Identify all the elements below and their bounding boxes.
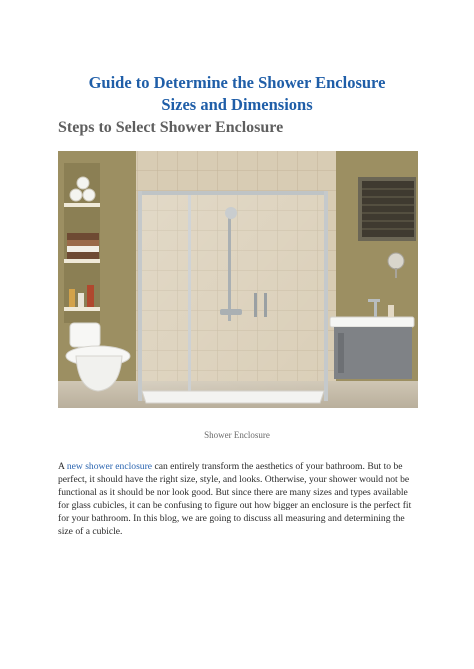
title-line-2: Sizes and Dimensions [161,95,313,114]
shower-enclosure-photo [58,151,418,408]
section-heading: Steps to Select Shower Enclosure [58,119,284,136]
paragraph-prefix: A [58,461,67,472]
intro-paragraph [58,460,420,539]
shower-enclosure-link[interactable]: new shower enclosure [66,461,153,472]
page-title [40,72,434,116]
image-caption: Shower Enclosure [204,430,270,440]
title-line-1: Guide to Determine the Shower Enclosure [88,73,386,92]
paragraph-body: can entirely transform the aesthetics of your bathroom. But to be perfect, it should have the right size, style, and looks. Otherwise, your shower would not be functional as it should be nor look good. But since there are many sizes and types available for glass cubicles, it can be confusing to figure out how bigger an enclosure is the perfect fit for your bathroom. In this blog, we are going to discuss all measuring and determining the size of a cubicle. [58,461,412,538]
